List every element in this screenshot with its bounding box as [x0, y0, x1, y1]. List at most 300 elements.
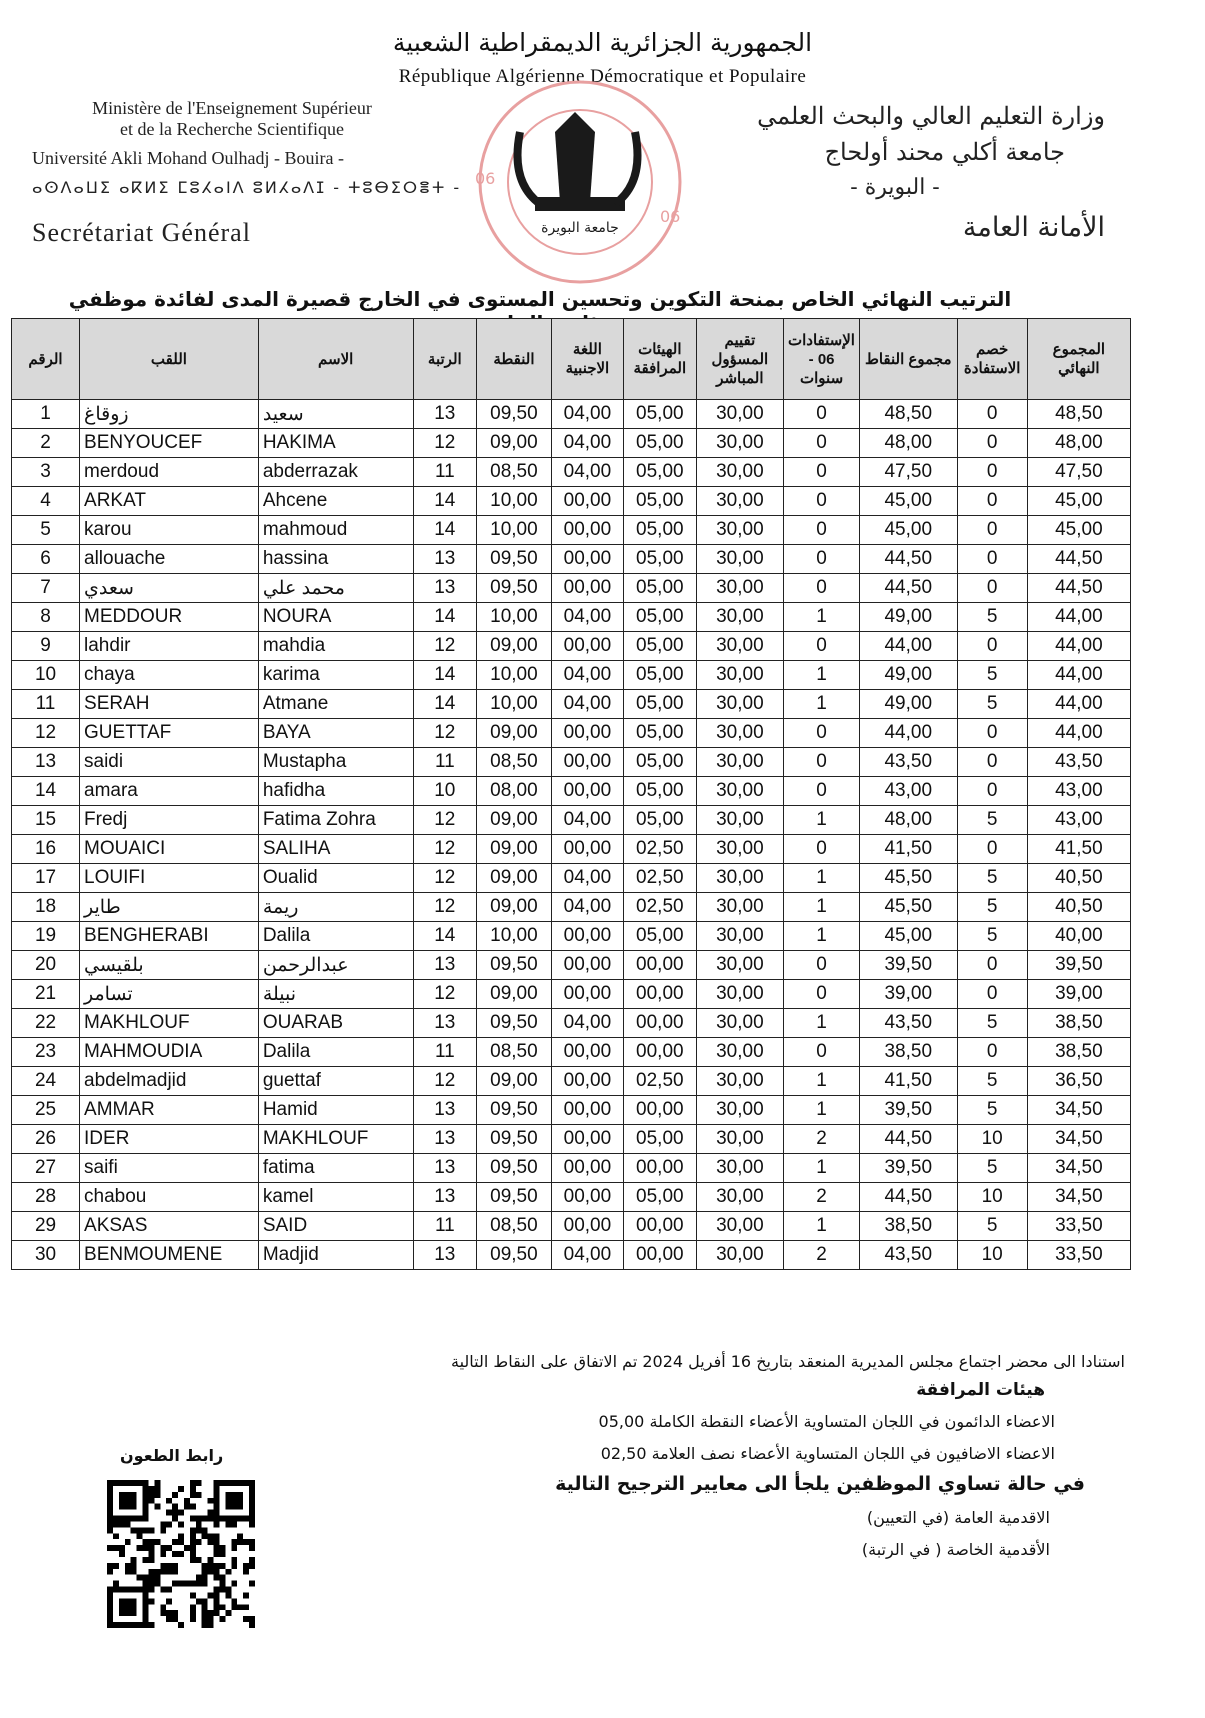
cell-point: 10,00: [477, 661, 552, 690]
table-row: [12, 429, 1131, 458]
cell-last: chabou: [80, 1183, 259, 1212]
cell-bodies: 05,00: [624, 516, 696, 545]
cell-rank: 11: [413, 1038, 477, 1067]
cell-deduct: 10: [957, 1125, 1027, 1154]
cell-final: 45,00: [1027, 487, 1130, 516]
cell-bodies: 05,00: [624, 487, 696, 516]
cell-rank: 14: [413, 690, 477, 719]
cell-num: 5: [12, 516, 80, 545]
university-tifinagh: ⴰⵙⴷⴰⵡⵉ ⴰⴽⵍⵉ ⵎⵓⵃⴰⵏⴷ ⵓⵍⵃⴰⴷⵊ - ⵜⵓⴱⵉⵔⴻⵜ -: [32, 178, 462, 197]
cell-point: 08,00: [477, 777, 552, 806]
cell-lang: 00,00: [551, 632, 623, 661]
cell-bodies: 05,00: [624, 806, 696, 835]
cell-eval: 30,00: [696, 1067, 784, 1096]
cell-first: سعيد: [258, 400, 413, 429]
cell-total: 44,00: [859, 719, 957, 748]
cell-final: 33,50: [1027, 1241, 1130, 1270]
cell-deduct: 0: [957, 458, 1027, 487]
cell-total: 45,00: [859, 516, 957, 545]
cell-first: guettaf: [258, 1067, 413, 1096]
cell-point: 09,50: [477, 400, 552, 429]
ranking-table: [11, 318, 1131, 1270]
cell-benefit: 0: [784, 487, 860, 516]
cell-bodies: 05,00: [624, 632, 696, 661]
cell-last: AMMAR: [80, 1096, 259, 1125]
cell-final: 43,50: [1027, 748, 1130, 777]
cell-first: SAID: [258, 1212, 413, 1241]
cell-rank: 12: [413, 893, 477, 922]
cell-num: 21: [12, 980, 80, 1009]
cell-eval: 30,00: [696, 1038, 784, 1067]
cell-rank: 12: [413, 1067, 477, 1096]
cell-final: 44,00: [1027, 632, 1130, 661]
cell-total: 49,00: [859, 661, 957, 690]
cell-first: Oualid: [258, 864, 413, 893]
cell-total: 45,50: [859, 893, 957, 922]
cell-lang: 00,00: [551, 951, 623, 980]
cell-eval: 30,00: [696, 661, 784, 690]
cell-point: 10,00: [477, 603, 552, 632]
table-row: [12, 1009, 1131, 1038]
cell-point: 09,50: [477, 545, 552, 574]
cell-deduct: 0: [957, 1038, 1027, 1067]
cell-deduct: 5: [957, 1067, 1027, 1096]
cell-total: 43,00: [859, 777, 957, 806]
cell-last: saifi: [80, 1154, 259, 1183]
table-row: [12, 603, 1131, 632]
col-deduct: خصم الاستفادة: [957, 319, 1027, 400]
cell-benefit: 0: [784, 777, 860, 806]
cell-benefit: 0: [784, 400, 860, 429]
cell-eval: 30,00: [696, 632, 784, 661]
col-firstname: الاسم: [258, 319, 413, 400]
cell-total: 43,50: [859, 748, 957, 777]
cell-bodies: 05,00: [624, 574, 696, 603]
cell-first: fatima: [258, 1154, 413, 1183]
cell-total: 48,00: [859, 806, 957, 835]
cell-deduct: 0: [957, 835, 1027, 864]
cell-total: 45,00: [859, 487, 957, 516]
cell-total: 44,00: [859, 632, 957, 661]
cell-benefit: 0: [784, 458, 860, 487]
cell-rank: 11: [413, 748, 477, 777]
cell-point: 09,50: [477, 1154, 552, 1183]
cell-rank: 10: [413, 777, 477, 806]
cell-num: 3: [12, 458, 80, 487]
cell-first: محمد علي: [258, 574, 413, 603]
cell-first: SALIHA: [258, 835, 413, 864]
cell-bodies: 05,00: [624, 690, 696, 719]
cell-num: 2: [12, 429, 80, 458]
ministry-ar: وزارة التعليم العالي والبحث العلمي: [757, 102, 1105, 130]
table-row: [12, 1154, 1131, 1183]
cell-final: 38,50: [1027, 1009, 1130, 1038]
cell-final: 34,50: [1027, 1096, 1130, 1125]
cell-rank: 13: [413, 951, 477, 980]
cell-deduct: 5: [957, 864, 1027, 893]
cell-benefit: 1: [784, 1212, 860, 1241]
cell-final: 45,00: [1027, 516, 1130, 545]
cell-bodies: 00,00: [624, 1154, 696, 1183]
cell-last: طاير: [80, 893, 259, 922]
cell-deduct: 0: [957, 777, 1027, 806]
cell-bodies: 02,50: [624, 835, 696, 864]
cell-bodies: 00,00: [624, 1009, 696, 1038]
cell-rank: 14: [413, 516, 477, 545]
cell-eval: 30,00: [696, 516, 784, 545]
cell-lang: 04,00: [551, 690, 623, 719]
col-point: النقطة: [477, 319, 552, 400]
cell-num: 16: [12, 835, 80, 864]
cell-point: 10,00: [477, 516, 552, 545]
cell-total: 41,50: [859, 835, 957, 864]
cell-first: نبيلة: [258, 980, 413, 1009]
cell-lang: 00,00: [551, 516, 623, 545]
cell-rank: 12: [413, 806, 477, 835]
cell-final: 40,50: [1027, 893, 1130, 922]
cell-lang: 04,00: [551, 893, 623, 922]
table-row: [12, 1125, 1131, 1154]
cell-bodies: 00,00: [624, 1096, 696, 1125]
cell-point: 09,50: [477, 574, 552, 603]
cell-rank: 12: [413, 864, 477, 893]
page-title: الترتيب النهائي الخاص بمنحة التكوين وتحسين المستوى في الخارج قصيرة المدى لفائدة موظفي: [68, 287, 1012, 311]
cell-num: 1: [12, 400, 80, 429]
cell-rank: 13: [413, 1125, 477, 1154]
cell-bodies: 00,00: [624, 1038, 696, 1067]
col-rank: الرتبة: [413, 319, 477, 400]
cell-eval: 30,00: [696, 603, 784, 632]
header-fr-republic: République Algérienne Démocratique et Populaire: [398, 66, 807, 87]
cell-first: mahdia: [258, 632, 413, 661]
cell-last: MEDDOUR: [80, 603, 259, 632]
cell-bodies: 05,00: [624, 777, 696, 806]
cell-total: 45,00: [859, 922, 957, 951]
secretariat-ar: الأمانة العامة: [962, 212, 1105, 243]
cell-eval: 30,00: [696, 429, 784, 458]
cell-eval: 30,00: [696, 458, 784, 487]
cell-lang: 04,00: [551, 1009, 623, 1038]
cell-eval: 30,00: [696, 951, 784, 980]
cell-rank: 14: [413, 661, 477, 690]
footer-bodies-title: هيئات المرافقة: [916, 1380, 1045, 1400]
cell-point: 09,50: [477, 1125, 552, 1154]
cell-last: MOUAICI: [80, 835, 259, 864]
cell-deduct: 0: [957, 980, 1027, 1009]
cell-total: 48,50: [859, 400, 957, 429]
cell-point: 09,00: [477, 835, 552, 864]
table-row: [12, 951, 1131, 980]
cell-lang: 04,00: [551, 806, 623, 835]
cell-benefit: 2: [784, 1183, 860, 1212]
cell-eval: 30,00: [696, 1096, 784, 1125]
cell-first: Hamid: [258, 1096, 413, 1125]
cell-total: 45,50: [859, 864, 957, 893]
cell-deduct: 10: [957, 1241, 1027, 1270]
cell-final: 48,00: [1027, 429, 1130, 458]
cell-lang: 00,00: [551, 777, 623, 806]
cell-last: Fredj: [80, 806, 259, 835]
cell-final: 44,50: [1027, 574, 1130, 603]
footer-bodies-line2: الاعضاء الاضافيون في اللجان المتساوية الأعضاء نصف العلامة 02,50: [600, 1444, 1055, 1463]
logo-caption: جامعة البويرة: [541, 220, 619, 236]
col-final: المجموع النهائي: [1027, 319, 1130, 400]
cell-bodies: 05,00: [624, 719, 696, 748]
cell-final: 43,00: [1027, 806, 1130, 835]
header-right-block: [685, 98, 1105, 206]
cell-last: AKSAS: [80, 1212, 259, 1241]
cell-rank: 11: [413, 458, 477, 487]
cell-bodies: 00,00: [624, 1212, 696, 1241]
cell-benefit: 0: [784, 1038, 860, 1067]
cell-first: kamel: [258, 1183, 413, 1212]
cell-point: 09,00: [477, 806, 552, 835]
cell-rank: 13: [413, 1154, 477, 1183]
cell-last: chaya: [80, 661, 259, 690]
cell-benefit: 0: [784, 545, 860, 574]
cell-lang: 00,00: [551, 1154, 623, 1183]
cell-lang: 00,00: [551, 719, 623, 748]
table-row: [12, 719, 1131, 748]
cell-total: 38,50: [859, 1212, 957, 1241]
table-row: [12, 864, 1131, 893]
cell-final: 34,50: [1027, 1125, 1130, 1154]
cell-deduct: 0: [957, 545, 1027, 574]
footer-tie-line2: الأقدمية الخاصة ( في الرتبة): [861, 1540, 1050, 1559]
cell-lang: 00,00: [551, 1096, 623, 1125]
cell-first: BAYA: [258, 719, 413, 748]
cell-total: 48,00: [859, 429, 957, 458]
table-row: [12, 661, 1131, 690]
cell-eval: 30,00: [696, 864, 784, 893]
cell-total: 39,50: [859, 1096, 957, 1125]
table-row: [12, 1038, 1131, 1067]
cell-lang: 04,00: [551, 429, 623, 458]
cell-eval: 30,00: [696, 1212, 784, 1241]
cell-num: 27: [12, 1154, 80, 1183]
cell-bodies: 02,50: [624, 1067, 696, 1096]
cell-final: 41,50: [1027, 835, 1130, 864]
cell-first: Mustapha: [258, 748, 413, 777]
col-total: مجموع النقاط: [859, 319, 957, 400]
cell-point: 09,00: [477, 719, 552, 748]
cell-deduct: 5: [957, 690, 1027, 719]
cell-benefit: 1: [784, 603, 860, 632]
cell-rank: 12: [413, 719, 477, 748]
cell-eval: 30,00: [696, 400, 784, 429]
cell-num: 9: [12, 632, 80, 661]
cell-eval: 30,00: [696, 922, 784, 951]
cell-num: 11: [12, 690, 80, 719]
cell-num: 14: [12, 777, 80, 806]
cell-deduct: 0: [957, 487, 1027, 516]
cell-last: سعدي: [80, 574, 259, 603]
cell-first: abderrazak: [258, 458, 413, 487]
cell-last: MAHMOUDIA: [80, 1038, 259, 1067]
cell-rank: 12: [413, 429, 477, 458]
table-row: [12, 574, 1131, 603]
cell-num: 8: [12, 603, 80, 632]
cell-rank: 13: [413, 1096, 477, 1125]
cell-first: OUARAB: [258, 1009, 413, 1038]
cell-num: 12: [12, 719, 80, 748]
table-row: [12, 632, 1131, 661]
cell-rank: 14: [413, 487, 477, 516]
cell-rank: 13: [413, 1009, 477, 1038]
cell-bodies: 02,50: [624, 893, 696, 922]
cell-bodies: 05,00: [624, 1125, 696, 1154]
table-row: [12, 922, 1131, 951]
cell-last: IDER: [80, 1125, 259, 1154]
cell-last: LOUIFI: [80, 864, 259, 893]
cell-total: 49,00: [859, 603, 957, 632]
cell-rank: 13: [413, 1241, 477, 1270]
qr-code-icon[interactable]: [107, 1480, 255, 1628]
footer-intro: استنادا الى محضر اجتماع مجلس المديرية المنعقد بتاريخ 16 أفريل 2024 تم الاتفاق على النقاط التالية: [451, 1352, 1125, 1371]
cell-final: 34,50: [1027, 1183, 1130, 1212]
cell-eval: 30,00: [696, 835, 784, 864]
cell-eval: 30,00: [696, 980, 784, 1009]
cell-eval: 30,00: [696, 1154, 784, 1183]
cell-total: 44,50: [859, 574, 957, 603]
cell-rank: 13: [413, 574, 477, 603]
table-row: [12, 1212, 1131, 1241]
cell-last: SERAH: [80, 690, 259, 719]
cell-eval: 30,00: [696, 1241, 784, 1270]
cell-benefit: 1: [784, 661, 860, 690]
secretariat-fr: Secrétariat Général: [32, 218, 251, 247]
table-row: [12, 1096, 1131, 1125]
cell-bodies: 00,00: [624, 980, 696, 1009]
cell-first: Ahcene: [258, 487, 413, 516]
cell-num: 10: [12, 661, 80, 690]
cell-num: 19: [12, 922, 80, 951]
cell-point: 09,00: [477, 864, 552, 893]
cell-bodies: 00,00: [624, 951, 696, 980]
cell-deduct: 5: [957, 1009, 1027, 1038]
cell-total: 44,50: [859, 545, 957, 574]
cell-lang: 04,00: [551, 661, 623, 690]
cell-eval: 30,00: [696, 487, 784, 516]
university-fr: Université Akli Mohand Oulhadj - Bouira -: [32, 148, 344, 168]
cell-num: 6: [12, 545, 80, 574]
cell-last: merdoud: [80, 458, 259, 487]
cell-num: 18: [12, 893, 80, 922]
table-row: [12, 893, 1131, 922]
cell-bodies: 02,50: [624, 864, 696, 893]
cell-last: karou: [80, 516, 259, 545]
cell-deduct: 10: [957, 1183, 1027, 1212]
ministry-fr-line2: et de la Recherche Scientifique: [120, 119, 344, 139]
cell-benefit: 0: [784, 835, 860, 864]
cell-point: 08,50: [477, 748, 552, 777]
cell-first: HAKIMA: [258, 429, 413, 458]
cell-benefit: 1: [784, 1154, 860, 1183]
cell-lang: 00,00: [551, 545, 623, 574]
cell-deduct: 5: [957, 1212, 1027, 1241]
table-row: [12, 748, 1131, 777]
cell-total: 38,50: [859, 1038, 957, 1067]
header-left-block: [32, 98, 432, 169]
cell-first: karima: [258, 661, 413, 690]
seal-number-right: 06: [660, 207, 681, 226]
cell-lang: 04,00: [551, 458, 623, 487]
cell-eval: 30,00: [696, 690, 784, 719]
cell-bodies: 05,00: [624, 748, 696, 777]
cell-num: 25: [12, 1096, 80, 1125]
cell-first: NOURA: [258, 603, 413, 632]
cell-bodies: 05,00: [624, 429, 696, 458]
table-row: [12, 835, 1131, 864]
cell-final: 47,50: [1027, 458, 1130, 487]
cell-deduct: 5: [957, 661, 1027, 690]
cell-lang: 04,00: [551, 1241, 623, 1270]
col-lastname: اللقب: [80, 319, 259, 400]
cell-lang: 00,00: [551, 748, 623, 777]
cell-num: 22: [12, 1009, 80, 1038]
cell-lang: 00,00: [551, 1038, 623, 1067]
cell-first: Madjid: [258, 1241, 413, 1270]
cell-num: 30: [12, 1241, 80, 1270]
cell-eval: 30,00: [696, 806, 784, 835]
cell-final: 44,00: [1027, 719, 1130, 748]
cell-eval: 30,00: [696, 777, 784, 806]
cell-benefit: 1: [784, 922, 860, 951]
cell-rank: 14: [413, 603, 477, 632]
cell-last: BENGHERABI: [80, 922, 259, 951]
cell-deduct: 0: [957, 516, 1027, 545]
cell-final: 36,50: [1027, 1067, 1130, 1096]
appeal-link-label: رابط الطعون: [120, 1446, 224, 1465]
cell-deduct: 5: [957, 893, 1027, 922]
cell-num: 29: [12, 1212, 80, 1241]
university-logo-icon: [518, 112, 638, 236]
cell-num: 24: [12, 1067, 80, 1096]
cell-last: GUETTAF: [80, 719, 259, 748]
footer-tie-line1: الاقدمية العامة (في التعيين): [866, 1508, 1050, 1527]
cell-eval: 30,00: [696, 719, 784, 748]
cell-point: 09,00: [477, 429, 552, 458]
cell-first: Fatima Zohra: [258, 806, 413, 835]
cell-final: 48,50: [1027, 400, 1130, 429]
cell-eval: 30,00: [696, 1009, 784, 1038]
cell-num: 7: [12, 574, 80, 603]
cell-num: 20: [12, 951, 80, 980]
header-ar-republic: الجمهورية الجزائرية الديمقراطية الشعبية: [392, 28, 813, 57]
cell-total: 43,50: [859, 1009, 957, 1038]
cell-final: 38,50: [1027, 1038, 1130, 1067]
cell-rank: 14: [413, 922, 477, 951]
col-num: الرقم: [12, 319, 80, 400]
cell-last: بلقيسي: [80, 951, 259, 980]
cell-final: 44,00: [1027, 690, 1130, 719]
cell-total: 39,50: [859, 1154, 957, 1183]
cell-benefit: 0: [784, 632, 860, 661]
cell-deduct: 0: [957, 632, 1027, 661]
table-row: [12, 400, 1131, 429]
cell-first: hassina: [258, 545, 413, 574]
cell-benefit: 2: [784, 1241, 860, 1270]
cell-benefit: 0: [784, 980, 860, 1009]
cell-first: عبدالرحمن: [258, 951, 413, 980]
cell-first: ريمة: [258, 893, 413, 922]
cell-last: saidi: [80, 748, 259, 777]
cell-final: 34,50: [1027, 1154, 1130, 1183]
cell-point: 09,50: [477, 1009, 552, 1038]
col-lang: اللغة الاجنبية: [551, 319, 623, 400]
cell-lang: 00,00: [551, 922, 623, 951]
cell-bodies: 05,00: [624, 922, 696, 951]
